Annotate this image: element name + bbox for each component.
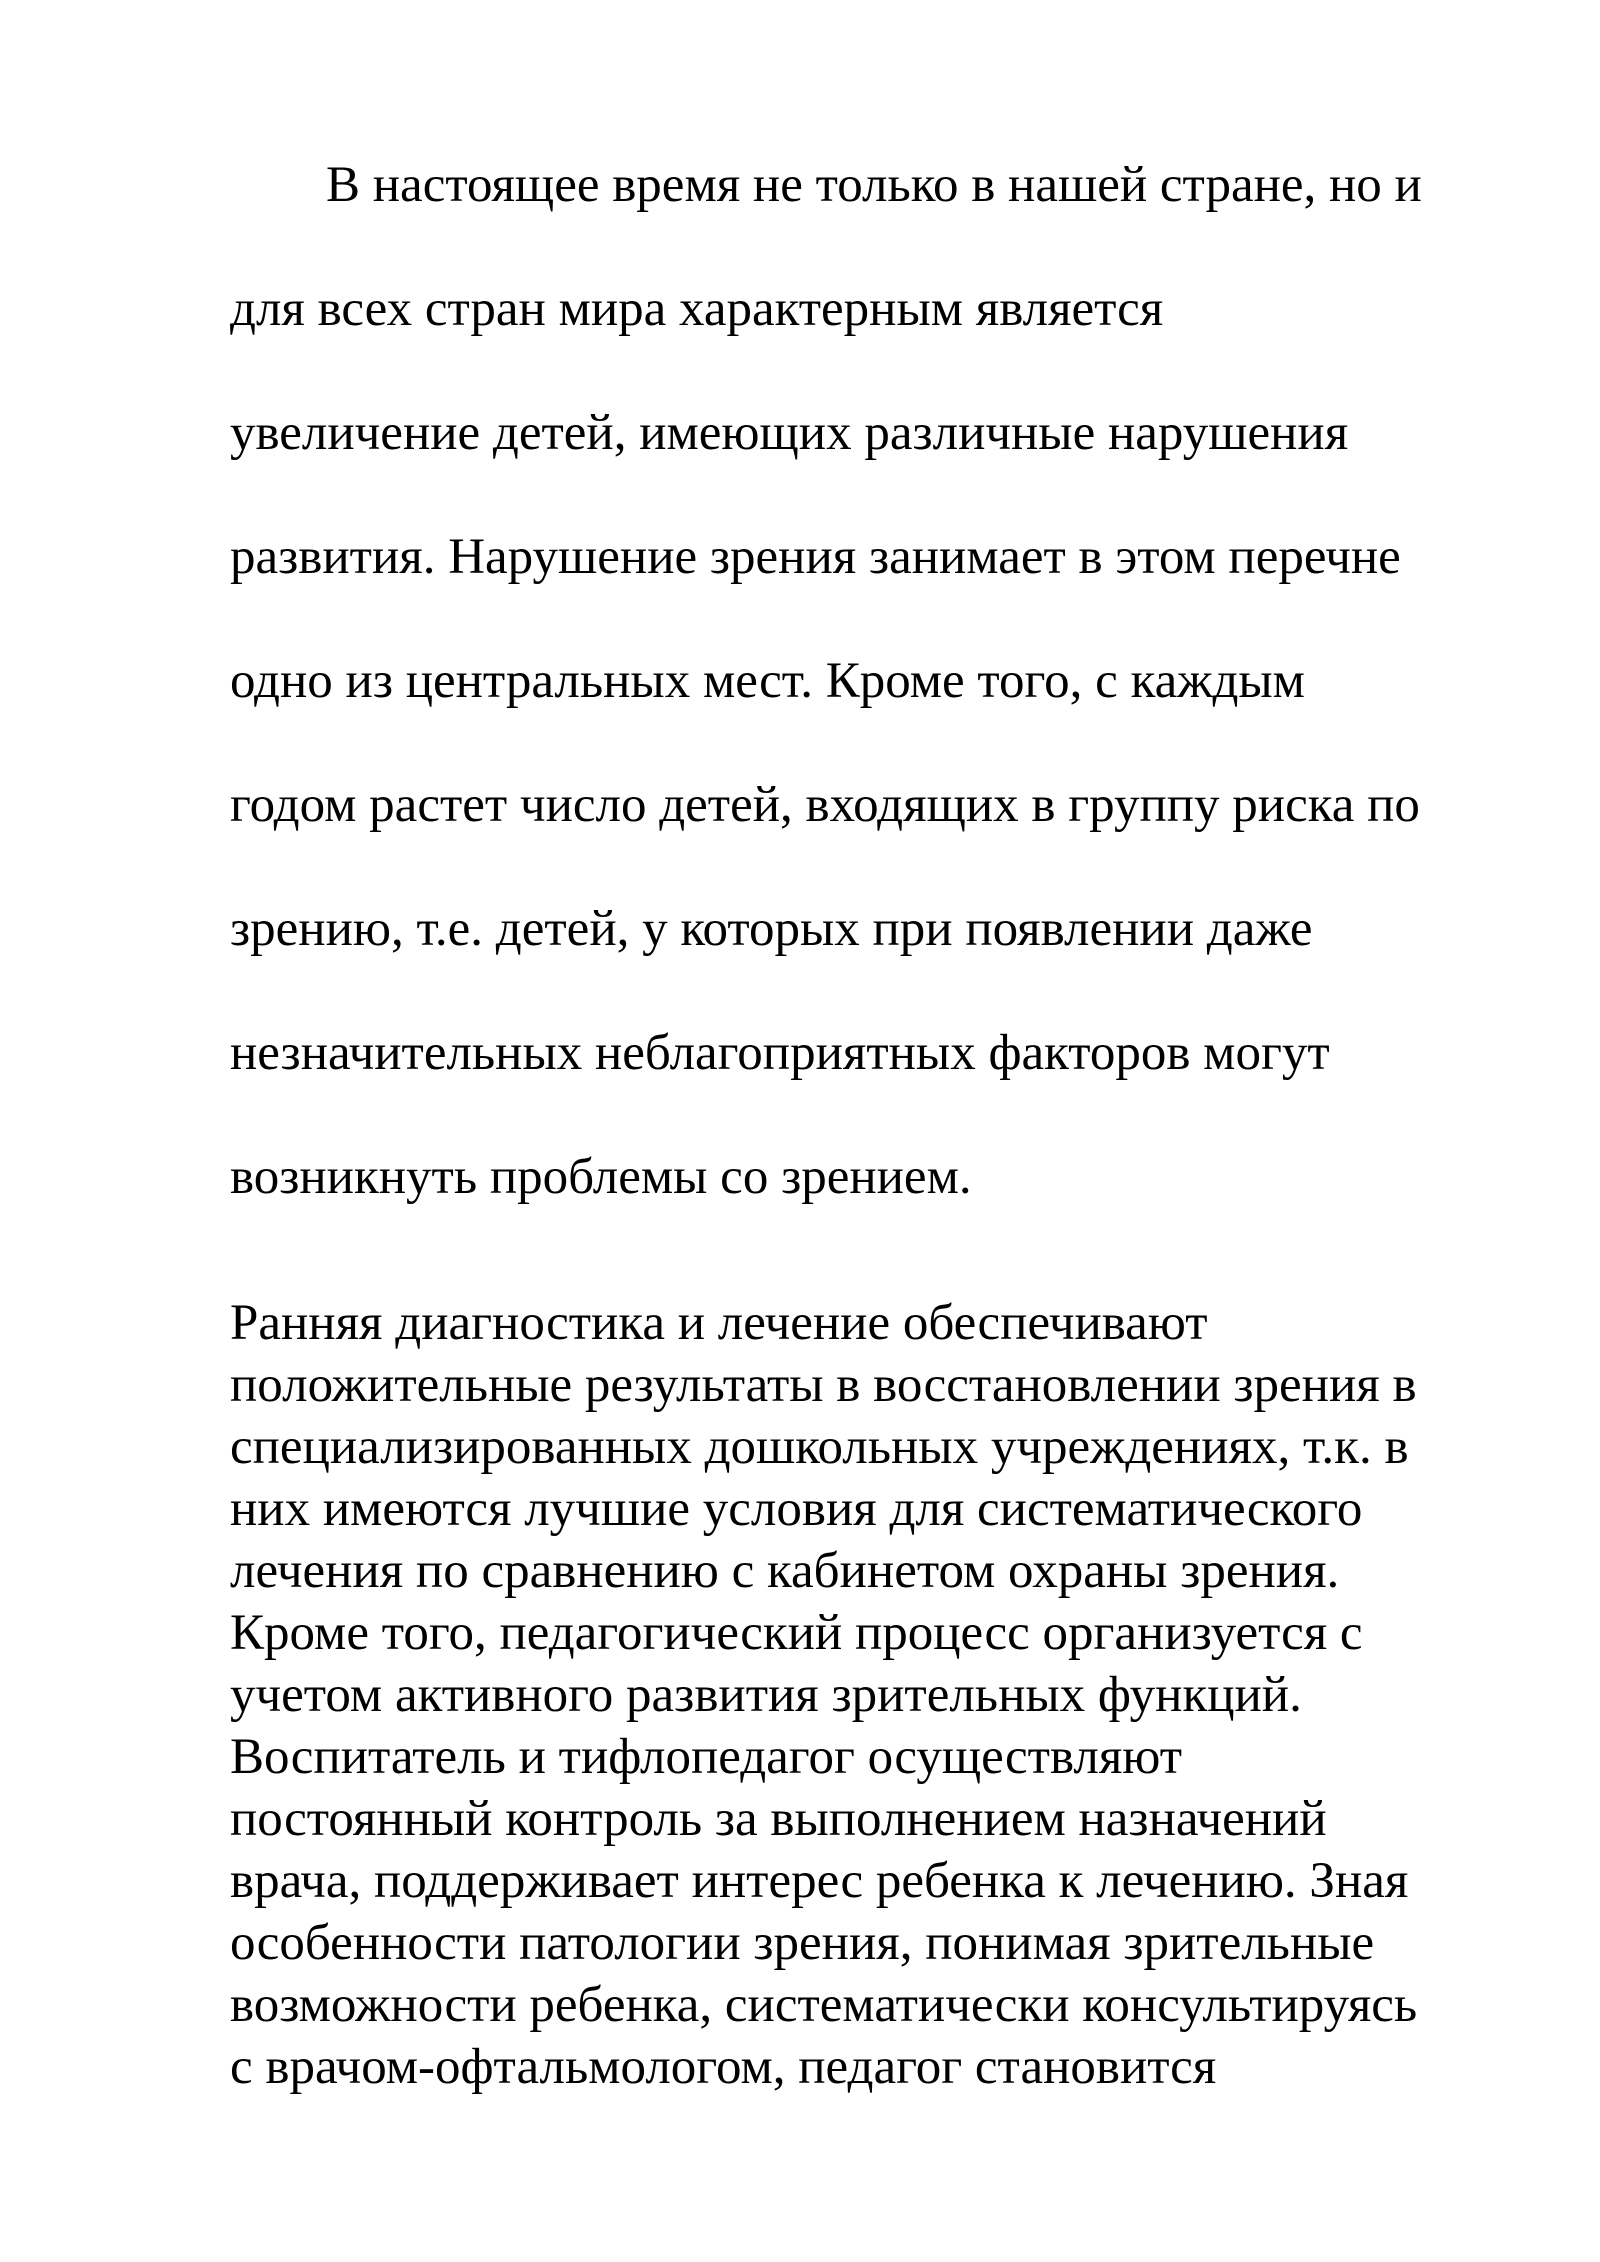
- text-line: с врачом-офтальмологом, педагог становится: [230, 2039, 1217, 2095]
- text-line: для всех стран мира характерным является: [230, 281, 1164, 337]
- text-line: В настоящее время не только в нашей стране, но и: [326, 157, 1422, 213]
- text-line: Ранняя диагностика и лечение обеспечивают: [230, 1295, 1208, 1351]
- text-line: зрению, т.е. детей, у которых при появлении даже: [230, 901, 1313, 957]
- text-line: врача, поддерживает интерес ребенка к лечению. Зная: [230, 1853, 1409, 1909]
- text-line: годом растет число детей, входящих в группу риска по: [230, 777, 1420, 833]
- text-line: постоянный контроль за выполнением назначений: [230, 1791, 1327, 1847]
- text-line: развития. Нарушение зрения занимает в этом перечне: [230, 529, 1401, 585]
- text-line: Воспитатель и тифлопедагог осуществляют: [230, 1729, 1182, 1785]
- text-line: учетом активного развития зрительных функций.: [230, 1667, 1302, 1723]
- text-line: увеличение детей, имеющих различные нарушения: [230, 405, 1349, 461]
- text-line: возникнуть проблемы со зрением.: [230, 1149, 972, 1205]
- text-line: особенности патологии зрения, понимая зрительные: [230, 1915, 1375, 1971]
- text-line: Кроме того, педагогический процесс организуется с: [230, 1605, 1363, 1661]
- text-line: положительные результаты в восстановлении зрения в: [230, 1357, 1417, 1413]
- text-line: них имеются лучшие условия для систематического: [230, 1481, 1363, 1537]
- text-line: незначительных неблагоприятных факторов могут: [230, 1025, 1330, 1081]
- text-line: лечения по сравнению с кабинетом охраны зрения.: [230, 1543, 1340, 1599]
- text-line: специализированных дошкольных учреждениях, т.к. в: [230, 1419, 1409, 1475]
- text-line: возможности ребенка, систематически консультируясь: [230, 1977, 1418, 2033]
- text-line: одно из центральных мест. Кроме того, с каждым: [230, 653, 1305, 709]
